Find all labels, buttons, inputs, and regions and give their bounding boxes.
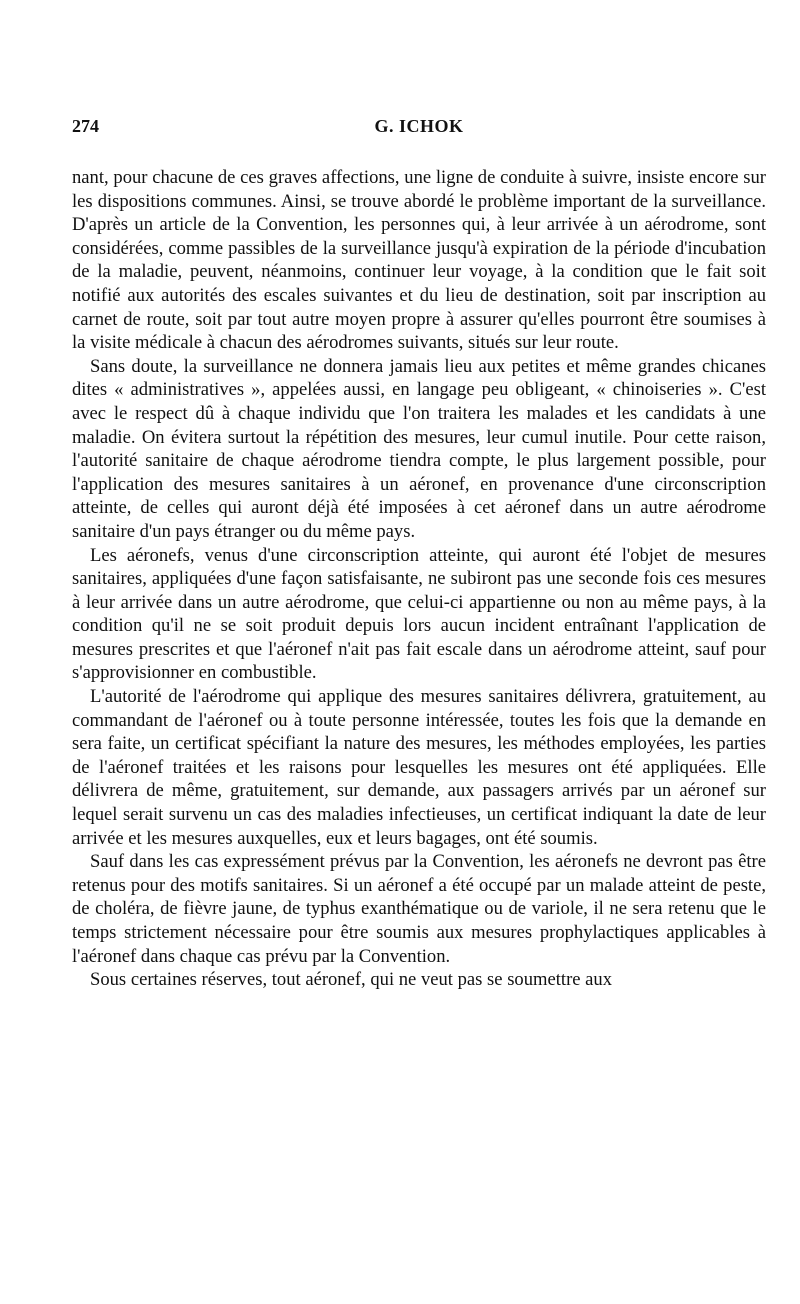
paragraph-surveillance: Sans doute, la surveillance ne donnera jamais lieu aux petites et même grandes chicanes dites « administratives », appelées aussi, en langage peu obligeant, « chinoiseries ». C'est avec le respect dû à chaque individu que l'on traitera les malades et les candidats à une maladie. On évitera surtout la répétition des mesures, leur cumul inutile. Pour cette raison, l'autorité sanitaire de chaque aérodrome tiendra compte, le plus largement possible, pour l'application des mesures sanitaires à un aéronef, en provenance d'une circonscription atteinte, de celles qui auront déjà été imposées à cet aéronef dans un autre aérodrome sanitaire d'un pays étranger ou du même pays. — [72, 355, 766, 542]
page-number: 274 — [72, 116, 99, 136]
paragraph-aeronefs: Les aéronefs, venus d'une circonscription atteinte, qui auront été l'objet de mesures sanitaires, appliquées d'une façon satisfaisante, ne subiront pas une seconde fois ces mesures à leur arrivée dans un autre aérodrome, que celui-ci appartienne ou non au même pays, à la condition qu'il ne se soit produit depuis lors aucun incident entraînant l'application de mesures prescrites et que l'aéronef n'ait pas fait escale dans un aérodrome atteint, sauf pour s'approvisionner en combustible. — [72, 544, 766, 684]
running-head-author: G. ICHOK — [374, 116, 464, 136]
paragraph-certificat: L'autorité de l'aérodrome qui applique des mesures sanitaires délivrera, gratuitement, au commandant de l'aéronef ou à toute personne intéressée, toutes les fois que la demande en sera faite, un certificat spécifiant la nature des mesures, les méthodes employées, les parties de l'aéronef traitées et les raisons pour lesquelles les mesures ont été appliquées. Elle délivrera de même, gratuitement, sur demande, aux passagers arrivés par un aéronef sur lequel serait survenu un cas des maladies infectieuses, un certificat indiquant la date de leur arrivée et les mesures auxquelles, eux et leurs bagages, ont été soumis. — [72, 686, 766, 849]
book-page — [72, 116, 766, 992]
paragraph-reserves: Sous certaines réserves, tout aéronef, qui ne veut pas se soumettre aux — [90, 969, 613, 991]
paragraph-continued: nant, pour chacune de ces graves affections, une ligne de conduite à suivre, insiste encore sur les dispositions communes. Ainsi, se trouve abordé le problème important de la surveillance. D'après un article de la Convention, les personnes qui, à leur arrivée à un aérodrome, sont considérées, comme passibles de la surveillance jusqu'à expiration de la période d'incubation de la maladie, peuvent, néanmoins, continuer leur voyage, à la condition que le fait soit notifié aux autorités des escales suivantes et du lieu de destination, soit par inscription au carnet de route, soit par tout autre moyen propre à assurer qu'elles pourront être soumises à la visite médicale à chacun des aérodromes suivants, situés sur leur route. — [72, 167, 766, 354]
body-text — [72, 166, 766, 992]
running-head — [72, 116, 766, 146]
paragraph-retenus: Sauf dans les cas expressément prévus par la Convention, les aéronefs ne devront pas être retenus pour des motifs sanitaires. Si un aéronef a été occupé par un malade atteint de peste, de choléra, de fièvre jaune, de typhus exanthématique ou de variole, il ne sera retenu que le temps strictement nécessaire pour être soumis aux mesures prophylactiques applicables à l'aéronef dans chaque cas prévu par la Convention. — [72, 851, 766, 967]
